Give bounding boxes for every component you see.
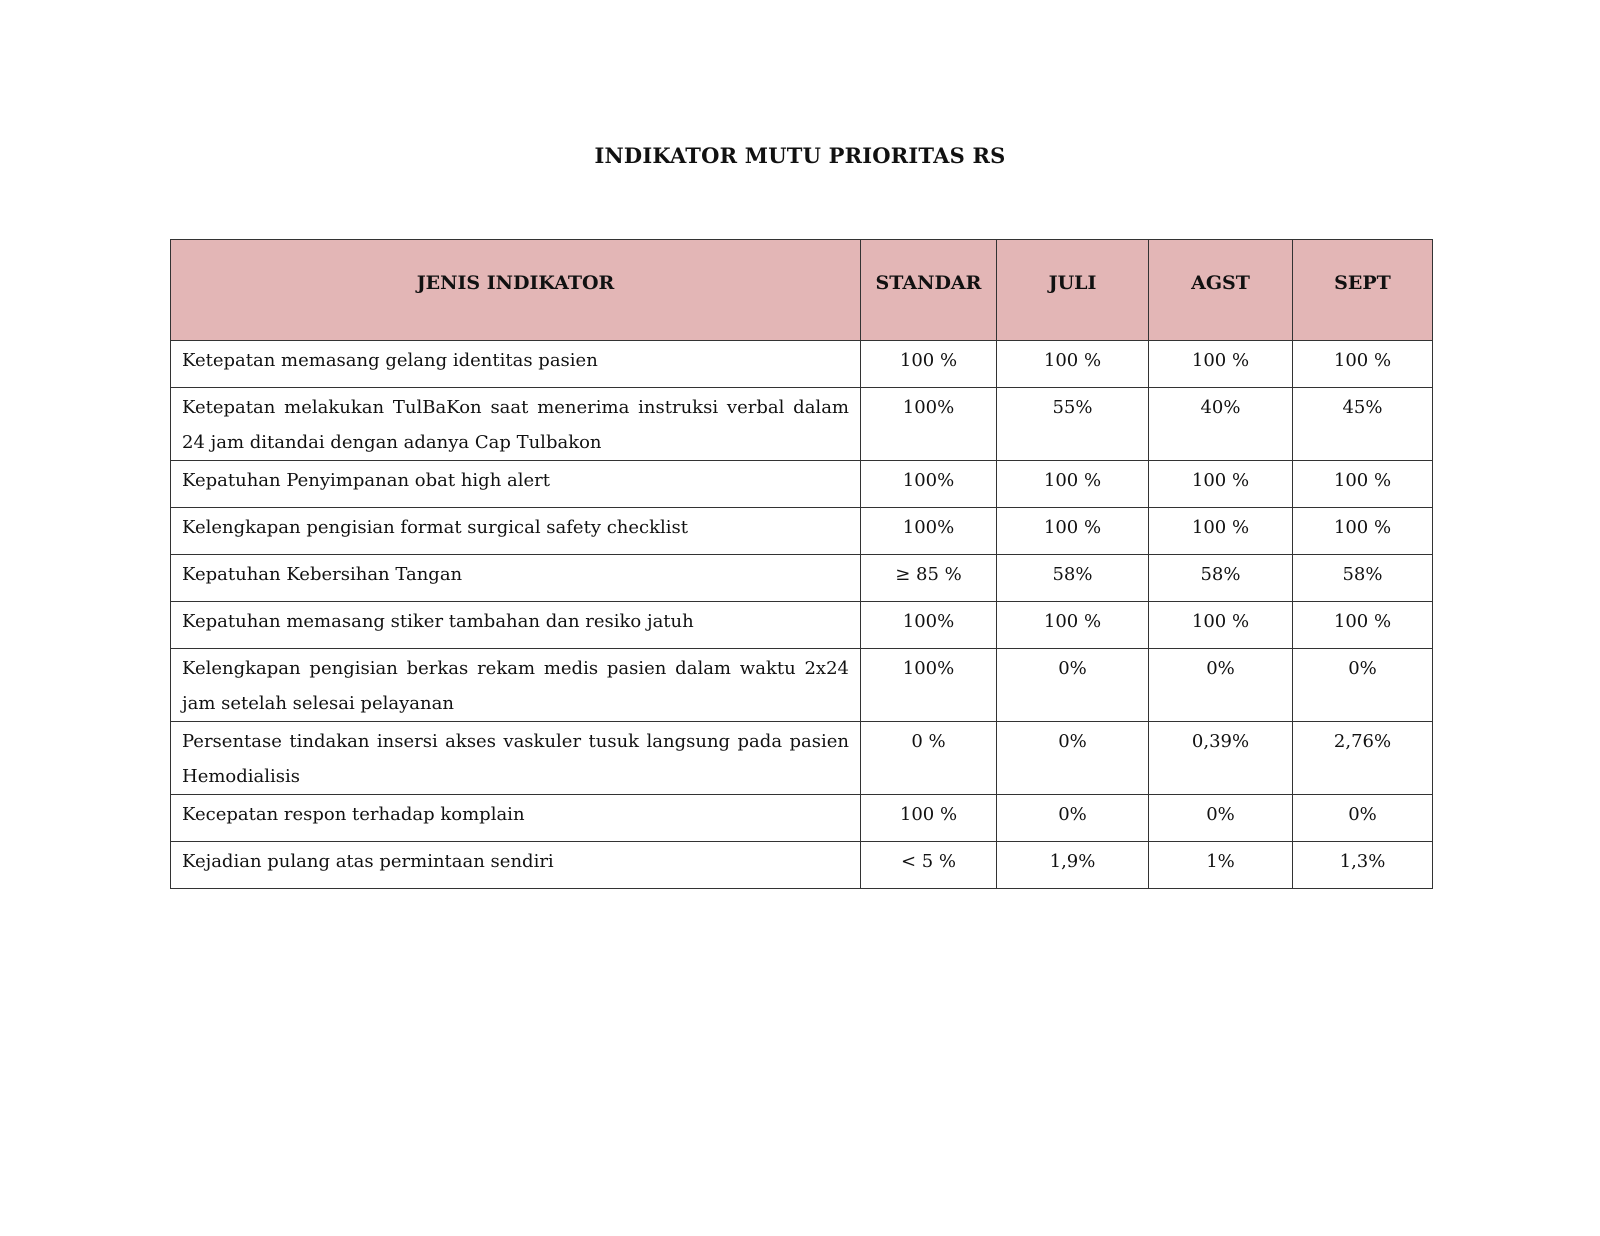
indikator-cell: Kejadian pulang atas permintaan sendiri xyxy=(171,842,861,889)
table-row xyxy=(171,842,1433,889)
table-row xyxy=(171,602,1433,649)
header-sept: SEPT xyxy=(1293,240,1433,341)
sept-cell: 100 % xyxy=(1293,508,1433,555)
header-standar: STANDAR xyxy=(861,240,997,341)
standar-cell: ≥ 85 % xyxy=(861,555,997,602)
header-jenis-indikator: JENIS INDIKATOR xyxy=(171,240,861,341)
juli-cell: 0% xyxy=(997,649,1149,722)
juli-cell: 100 % xyxy=(997,602,1149,649)
agst-cell: 1% xyxy=(1149,842,1293,889)
juli-cell: 100 % xyxy=(997,461,1149,508)
agst-cell: 100 % xyxy=(1149,341,1293,388)
agst-cell: 100 % xyxy=(1149,602,1293,649)
juli-cell: 58% xyxy=(997,555,1149,602)
standar-cell: 100% xyxy=(861,461,997,508)
juli-cell: 55% xyxy=(997,388,1149,461)
agst-cell: 100 % xyxy=(1149,508,1293,555)
standar-cell: 100% xyxy=(861,602,997,649)
sept-cell: 100 % xyxy=(1293,341,1433,388)
header-agst: AGST xyxy=(1149,240,1293,341)
table-row xyxy=(171,555,1433,602)
standar-cell: 100% xyxy=(861,508,997,555)
standar-cell: 100 % xyxy=(861,341,997,388)
standar-cell: < 5 % xyxy=(861,842,997,889)
agst-cell: 0% xyxy=(1149,795,1293,842)
agst-cell: 0% xyxy=(1149,649,1293,722)
juli-cell: 1,9% xyxy=(997,842,1149,889)
indikator-cell: Kecepatan respon terhadap komplain xyxy=(171,795,861,842)
table-row xyxy=(171,388,1433,461)
header-juli: JULI xyxy=(997,240,1149,341)
indikator-cell: Ketepatan memasang gelang identitas pasien xyxy=(171,341,861,388)
table-row xyxy=(171,508,1433,555)
standar-cell: 100% xyxy=(861,388,997,461)
sept-cell: 2,76% xyxy=(1293,722,1433,795)
juli-cell: 100 % xyxy=(997,508,1149,555)
agst-cell: 58% xyxy=(1149,555,1293,602)
indikator-cell: Kepatuhan memasang stiker tambahan dan resiko jatuh xyxy=(171,602,861,649)
indicator-table xyxy=(170,239,1433,889)
table-row xyxy=(171,722,1433,795)
table-row xyxy=(171,461,1433,508)
agst-cell: 0,39% xyxy=(1149,722,1293,795)
sept-cell: 1,3% xyxy=(1293,842,1433,889)
sept-cell: 100 % xyxy=(1293,602,1433,649)
table-row xyxy=(171,649,1433,722)
table-header-row xyxy=(171,240,1433,341)
juli-cell: 0% xyxy=(997,795,1149,842)
indikator-cell: Kepatuhan Kebersihan Tangan xyxy=(171,555,861,602)
standar-cell: 100% xyxy=(861,649,997,722)
juli-cell: 0% xyxy=(997,722,1149,795)
table-row xyxy=(171,795,1433,842)
standar-cell: 0 % xyxy=(861,722,997,795)
indikator-cell: Ketepatan melakukan TulBaKon saat menerima instruksi verbal dalam 24 jam ditandai dengan adanya Cap Tulbakon xyxy=(171,388,861,461)
sept-cell: 0% xyxy=(1293,649,1433,722)
agst-cell: 100 % xyxy=(1149,461,1293,508)
sept-cell: 45% xyxy=(1293,388,1433,461)
sept-cell: 58% xyxy=(1293,555,1433,602)
sept-cell: 0% xyxy=(1293,795,1433,842)
indikator-cell: Persentase tindakan insersi akses vaskuler tusuk langsung pada pasien Hemodialisis xyxy=(171,722,861,795)
page-title: INDIKATOR MUTU PRIORITAS RS xyxy=(594,143,1006,168)
agst-cell: 40% xyxy=(1149,388,1293,461)
indikator-cell: Kepatuhan Penyimpanan obat high alert xyxy=(171,461,861,508)
table-row xyxy=(171,341,1433,388)
juli-cell: 100 % xyxy=(997,341,1149,388)
sept-cell: 100 % xyxy=(1293,461,1433,508)
indikator-cell: Kelengkapan pengisian format surgical safety checklist xyxy=(171,508,861,555)
standar-cell: 100 % xyxy=(861,795,997,842)
indikator-cell: Kelengkapan pengisian berkas rekam medis pasien dalam waktu 2x24 jam setelah selesai pelayanan xyxy=(171,649,861,722)
